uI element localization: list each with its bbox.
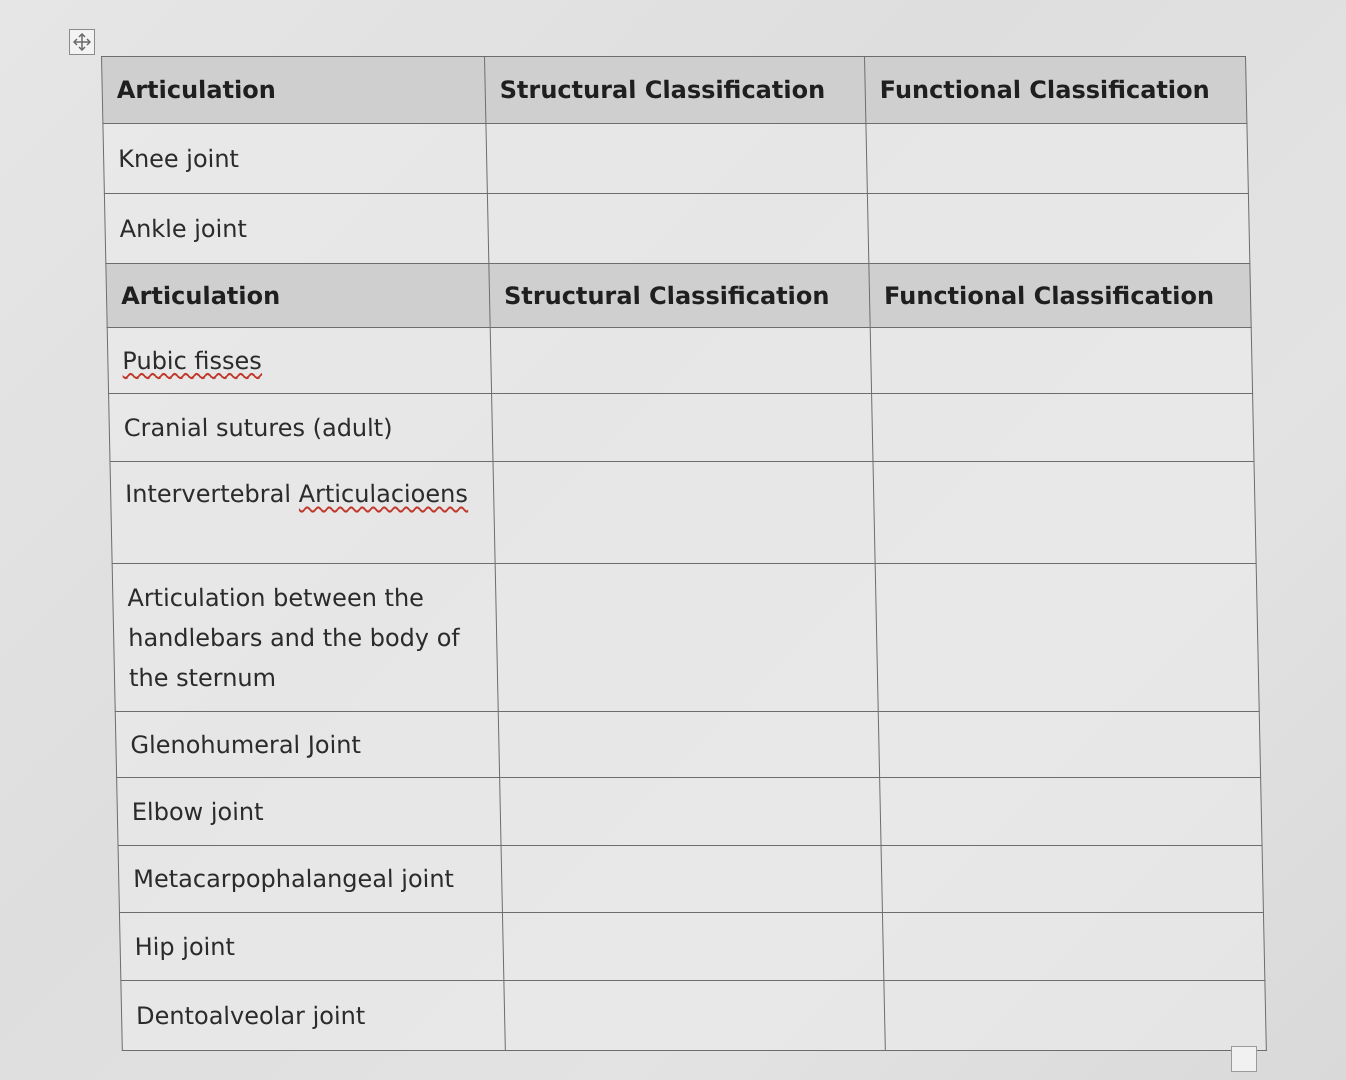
articulation-cell[interactable] — [107, 328, 491, 394]
articulation-cell[interactable]: Hip joint — [119, 913, 503, 981]
structural-cell[interactable] — [487, 194, 868, 264]
articulation-classification-table — [101, 56, 1267, 1051]
table-row — [107, 328, 1252, 394]
articulation-cell[interactable]: Ankle joint — [104, 194, 488, 264]
articulation-cell[interactable] — [110, 462, 495, 564]
spellcheck-flagged-text: Articulacioens — [298, 480, 469, 508]
move-arrows-icon — [73, 33, 91, 51]
functional-cell[interactable] — [866, 124, 1248, 194]
articulation-cell[interactable]: Knee joint — [103, 124, 487, 194]
header-articulation: Articulation — [106, 264, 490, 328]
table-move-handle-icon[interactable] — [69, 29, 95, 55]
functional-cell[interactable] — [872, 394, 1254, 462]
articulation-cell[interactable]: Dentoalveolar joint — [121, 981, 505, 1051]
structural-cell[interactable] — [501, 846, 882, 913]
table-row — [110, 462, 1256, 564]
functional-cell[interactable] — [884, 981, 1266, 1051]
functional-cell[interactable] — [882, 913, 1264, 981]
table-row — [117, 778, 1262, 846]
header-articulation: Articulation — [102, 57, 486, 124]
header-structural-classification: Structural Classification — [489, 264, 870, 328]
structural-cell[interactable] — [495, 564, 878, 712]
functional-cell[interactable] — [881, 846, 1263, 913]
resize-square-icon[interactable] — [1231, 1046, 1257, 1072]
articulation-cell[interactable]: Articulation between the handlebars and the body of the sternum — [112, 564, 498, 712]
header-functional-classification: Functional Classification — [865, 57, 1247, 124]
header-structural-classification: Structural Classification — [485, 57, 866, 124]
structural-cell[interactable] — [490, 328, 871, 394]
table-row — [121, 981, 1266, 1051]
functional-cell[interactable] — [878, 712, 1260, 778]
articulation-cell[interactable]: Metacarpophalangeal joint — [118, 846, 502, 913]
table-header-row — [106, 264, 1251, 328]
table-row — [118, 846, 1263, 913]
header-functional-classification: Functional Classification — [869, 264, 1251, 328]
functional-cell[interactable] — [870, 328, 1252, 394]
functional-cell[interactable] — [873, 462, 1256, 564]
spellcheck-flagged-text: Pubic fisses — [122, 346, 263, 375]
structural-cell[interactable] — [504, 981, 885, 1051]
table-row — [103, 124, 1248, 194]
structural-cell[interactable] — [498, 712, 879, 778]
functional-cell[interactable] — [867, 194, 1249, 264]
table-header-row — [102, 57, 1247, 124]
articulation-cell[interactable]: Glenohumeral Joint — [115, 712, 499, 778]
functional-cell[interactable] — [880, 778, 1262, 846]
table-row — [109, 394, 1254, 462]
structural-cell[interactable] — [492, 394, 873, 462]
functional-cell[interactable] — [875, 564, 1259, 712]
articulation-cell[interactable]: Cranial sutures (adult) — [109, 394, 493, 462]
structural-cell[interactable] — [486, 124, 867, 194]
table-row — [119, 913, 1264, 981]
articulation-text-prefix: Intervertebral — [124, 480, 299, 508]
table-row — [115, 712, 1260, 778]
table-row — [104, 194, 1249, 264]
structural-cell[interactable] — [500, 778, 881, 846]
structural-cell[interactable] — [502, 913, 883, 981]
table-row — [112, 564, 1259, 712]
articulation-cell[interactable]: Elbow joint — [117, 778, 501, 846]
structural-cell[interactable] — [493, 462, 875, 564]
